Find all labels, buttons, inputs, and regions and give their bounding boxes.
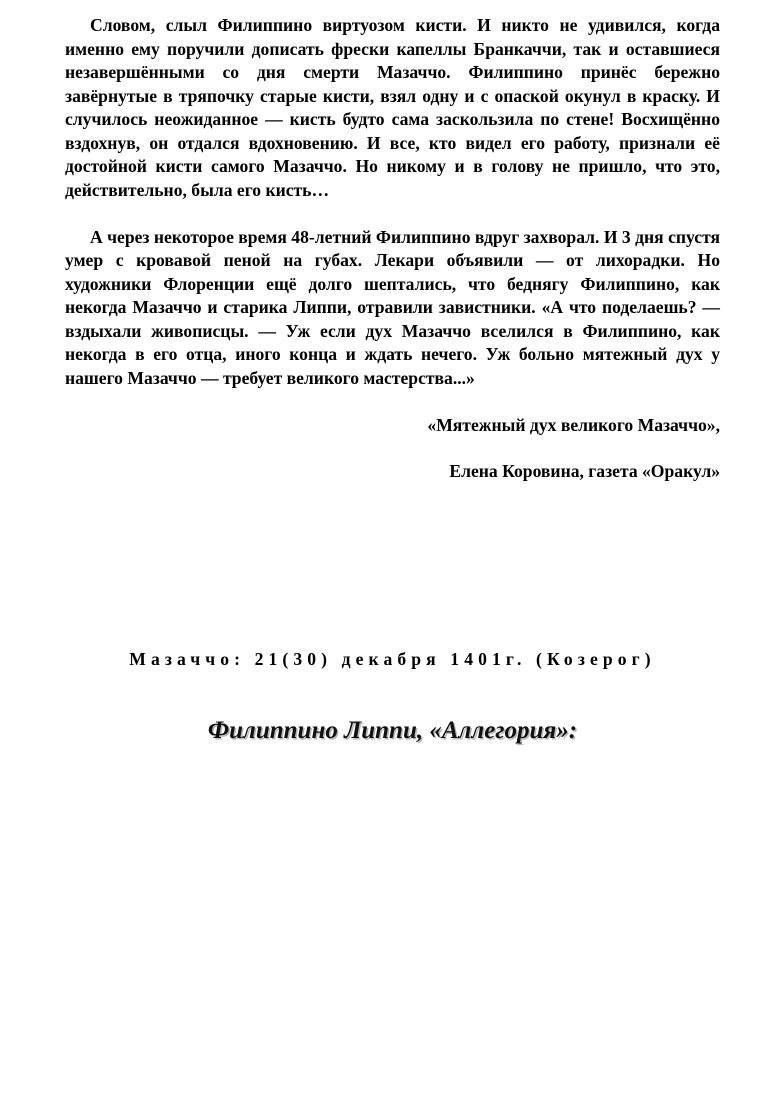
artwork-caption: Филиппино Липпи, «Аллегория»: — [207, 717, 578, 744]
source-author: Елена Коровина, газета «Оракул» — [449, 460, 720, 481]
document-page — [65, 14, 721, 744]
source-title: «Мятежный дух великого Мазаччо», — [427, 415, 720, 435]
article-paragraph-1: Словом, слыл Филиппино виртуозом кисти. И никто не удивился, когда именно ему поручили дописать фрески капеллы Бранкаччи, так и оставшиеся незавершёнными со дня смерти Мазаччо. Филиппино принёс бережно завёрнутые в тряпочку старые кисти, взял одну и с опаской окунул в краску. И случилось неожиданное — кисть будто сама заскользила по стене! Восхищённо вздохнув, он отдался вдохновению. И все, кто видел его работу, признали её достойной кисти самого Мазаччо. Но никому и в голову не пришло, что это, действительно, была его кисть… — [65, 15, 720, 200]
article-paragraph-2: А через некоторое время 48-летний Филиппино вдруг захворал. И 3 дня спустя умер с кровавой пеной на губах. Лекари объявили — от лихорадки. Но художники Флоренции ещё долго шептались, что беднягу Филиппино, как некогда Мазаччо и старика Липпи, отравили завистники. «А что поделаешь? — вздыхали живописцы. — Уж если дух Мазаччо вселился в Филиппино, как некогда в его отца, иного конца и ждать нечего. Уж больно мятежный дух у нашего Мазаччо — требует великого мастерства...» — [65, 226, 721, 388]
birth-info: Мазаччо: 21(30) декабря 1401г. (Козерог) — [129, 649, 656, 669]
